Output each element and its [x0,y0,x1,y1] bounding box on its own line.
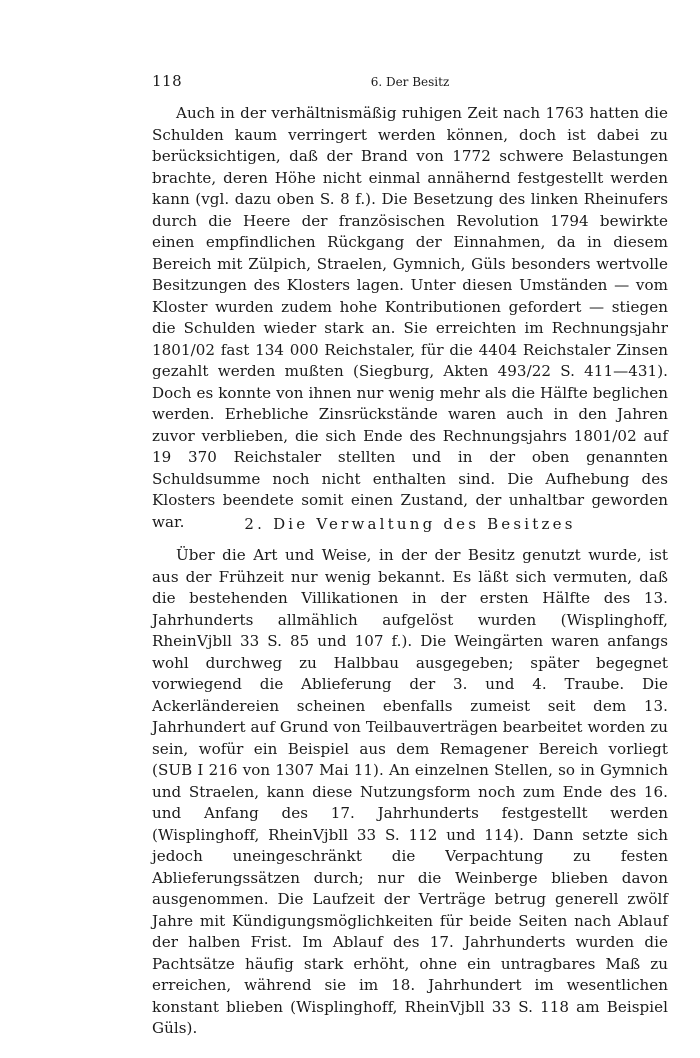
paragraph-debt-history: Auch in der verhältnismäßig ruhigen Zeit nach 1763 hatten die Schulden kaum verringert werden können, doch ist dabei zu berücksichtigen, daß der Brand von 1772 schwere Belastungen brachte, deren Höhe nicht einmal annähernd festgestellt werden kann (vgl. dazu oben S. 8 f.). Die Besetzung des linken Rheinufers durch die Heere der französischen Revolution 1794 bewirkte einen empfindlichen Rückgang der Einnahmen, da in diesem Bereich mit Zülpich, Straelen, Gymnich, Güls besonders wertvolle Besitzungen des Klosters lagen. Unter diesen Umständen — vom Kloster wurden zudem hohe Kontributionen gefordert — stiegen die Schulden wieder stark an. Sie erreichten im Rechnungsjahr 1801/02 fast 134 000 Reichstaler, für die 4404 Reichstaler Zinsen gezahlt werden mußten (Siegburg, Akten 493/22 S. 411—431). Doch es konnte von ihnen nur wenig mehr als die Hälfte beglichen werden. Erhebliche Zinsrückstände waren auch in den Jahren zuvor verblieben, die sich Ende des Rechnungsjahrs 1801/02 auf 19 370 Reichstaler stellten und in der oben genannten Schuldsumme noch nicht enthalten sind. Die Aufhebung des Klosters beendete somit einen Zustand, der unhaltbar geworden war. [152,104,668,531]
paragraph-estate-management: Über die Art und Weise, in der der Besitz genutzt wurde, ist aus der Frühzeit nur wenig bekannt. Es läßt sich vermuten, daß die bestehenden Villikationen in der ersten Hälfte des 13. Jahrhunderts allmählich aufgelöst wurden (Wisplinghoff, RheinVjbll 33 S. 85 und 107 f.). Die Weingärten waren anfangs wohl durchweg zu Halbbau ausgegeben; später begegnet vorwiegend die Ablieferung der 3. und 4. Traube. Die Ackerländereien scheinen ebenfalls zumeist seit dem 13. Jahrhundert auf Grund von Teilbauverträgen bearbeitet worden zu sein, wofür ein Beispiel aus dem Remagener Bereich vorliegt (SUB I 216 von 1307 Mai 11). An einzelnen Stellen, so in Gymnich und Straelen, kann diese Nutzungsform noch zum Ende des 16. und Anfang des 17. Jahrhunderts festgestellt werden (Wisplinghoff, RheinVjbll 33 S. 112 und 114). Dann setzte sich jedoch uneingeschränkt die Verpachtung zu festen Ablieferungssätzen durch; nur die Weinberge blieben davon ausgenommen. Die Laufzeit der Verträge betrug generell zwölf Jahre mit Kündigungsmöglichkeiten für beide Seiten nach Ablauf der halben Frist. Im Ablauf des 17. Jahrhunderts wurden die Pachtsätze häufig stark erhöht, ohne ein untragbares Maß zu erreichen, während sie im 18. Jahrhundert im wesentlichen konstant blieben (Wisplinghoff, RheinVjbll 33 S. 118 am Beispiel Güls). [152,546,668,1037]
page-header [152,70,668,92]
section-heading: 2. Die Verwaltung des Besitzes [244,515,576,533]
running-head: 6. Der Besitz [370,75,450,89]
page-number: 118 [152,72,183,90]
text-block-2 [152,545,668,1040]
text-block-1 [152,103,668,533]
